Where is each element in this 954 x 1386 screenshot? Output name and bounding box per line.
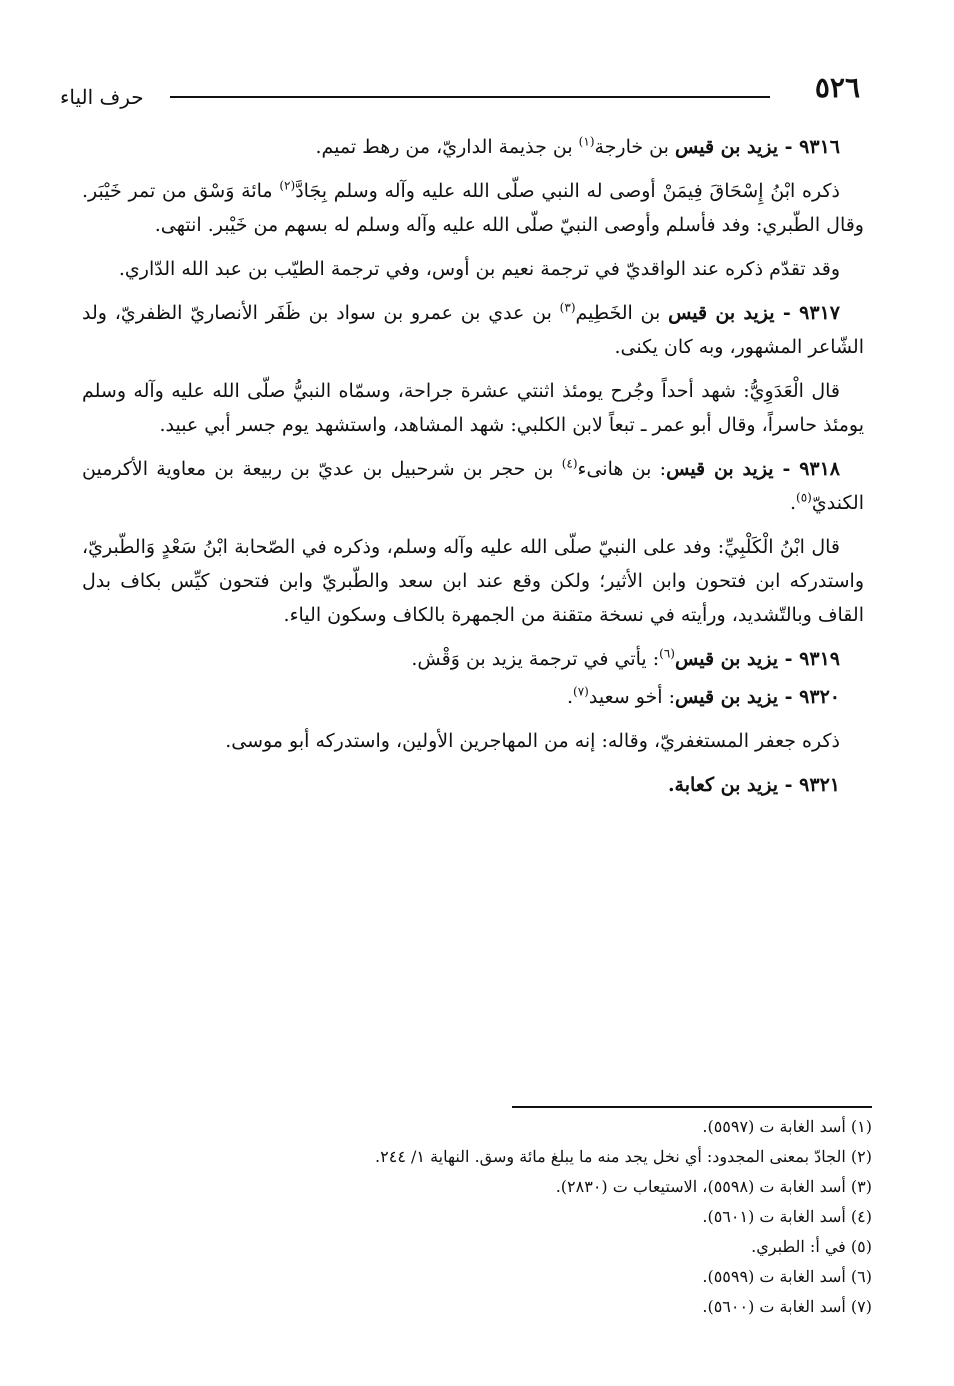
entry-heading-paragraph <box>82 296 864 364</box>
entry-number: ٩٣١٧ - <box>774 302 840 324</box>
person-name: يزيد بن قيس <box>674 686 779 708</box>
footnote-item: (٤) أسد الغابة ت (٥٦٠١). <box>702 1207 872 1226</box>
paragraph-text: بن عدي بن عمرو بن سواد بن ظَفَر الأنصاريّ الظفريّ، ولد الشّاعر المشهور، وبه كان يكنى. <box>82 302 864 358</box>
person-name: يزيد بن كعابة. <box>667 774 779 796</box>
entry-number: ٩٣١٦ - <box>778 136 840 158</box>
entry-number: ٩٣١٨ - <box>773 458 841 480</box>
footnote-ref: (٦) <box>659 646 675 661</box>
footnote-ref: (٧) <box>573 684 589 699</box>
paragraph-text: قال الْعَدَوِيُّ: شهد أحداً وجُرح يومئذ اثنتي عشرة جراحة، وسمّاه النبيُّ صلّى الله عليه وآله وسلم يومئذ حاسراً، وقال أبو عمر ـ تبعاً لابن الكلبي: شهد المشاهد، واستشهد يوم جسر أبي عبيد. <box>82 380 864 436</box>
person-name: يزيد بن قيس <box>674 136 779 158</box>
paragraph-text: : يأتي في ترجمة يزيد بن وَقْش. <box>411 648 660 670</box>
paragraph-text: بن حجر بن شرحبيل بن عديّ بن ربيعة بن معاوية الأكرمين الكنديّ <box>82 458 864 514</box>
paragraph-text: . <box>566 686 574 708</box>
person-name: يزيد بن قيس <box>674 648 779 670</box>
footnote-item: (٦) أسد الغابة ت (٥٥٩٩). <box>702 1267 872 1286</box>
entry-heading-paragraph <box>82 452 864 520</box>
footnote-item: (٥) في أ: الطبري. <box>751 1237 872 1256</box>
entry-number: ٩٣٢١ - <box>778 774 840 796</box>
header-rule <box>170 96 770 98</box>
page-header <box>60 70 860 114</box>
body-paragraph <box>82 252 864 286</box>
main-text <box>82 130 864 812</box>
entry-heading-paragraph <box>82 768 864 802</box>
paragraph-text: ذكره ابْنُ إِسْحَاقَ فِيمَنْ أوصى له النبي صلّى الله عليه وآله وسلم بِجَادَّ <box>295 180 841 202</box>
body-paragraph <box>82 724 864 758</box>
paragraph-text: ذكره جعفر المستغفريّ، وقاله: إنه من المهاجرين الأولين، واستدركه أبو موسى. <box>225 730 840 752</box>
footnotes <box>90 1112 872 1322</box>
paragraph-text: : أخو سعيد <box>588 686 675 708</box>
paragraph-text: وقد تقدّم ذكره عند الواقديّ في ترجمة نعيم بن أوس، وفي ترجمة الطيّب بن عبد الله الدّاري. <box>118 258 840 280</box>
footnote-item: (٧) أسد الغابة ت (٥٦٠٠). <box>702 1297 872 1316</box>
entry-number: ٩٣٢٠ - <box>778 686 840 708</box>
paragraph-text: بن الخَطِيم <box>575 302 669 324</box>
paragraph-text: مائة وَسْق من تمر خَيْبَر. وقال الطّبري: وفد فأسلم وأوصى النبيّ صلّى الله عليه وآله وسلم له بسهم من خَيْبر. انتهى. <box>82 180 864 236</box>
body-paragraph <box>82 174 864 242</box>
body-paragraph <box>82 530 864 632</box>
page-number: ٥٢٦ <box>814 71 860 104</box>
footnote-ref: (٤) <box>561 456 578 471</box>
entry-number: ٩٣١٩ - <box>778 648 840 670</box>
entry-heading-paragraph <box>82 642 864 676</box>
entry-heading-paragraph <box>82 680 864 714</box>
footnote-rule <box>512 1106 872 1108</box>
section-title: حرف الياء <box>60 85 144 109</box>
person-name: يزيد بن قيس <box>666 458 774 480</box>
paragraph-text: قال ابْنُ الْكَلْبِيِّ: وفد على النبيّ صلّى الله عليه وآله وسلم، وذكره في الصّحابة ابْنُ سَعْدٍ وَالطّبريّ، واستدركه ابن فتحون وابن الأثير؛ ولكن وقع عند ابن سعد والطّبريّ وابن فتحون كيِّس بكاف بدل القاف وبالتّشديد، ورأيته في نسخة متقنة من الجمهرة بالكاف وسكون الياء. <box>82 536 864 626</box>
body-paragraph <box>82 374 864 442</box>
footnote-item: (١) أسد الغابة ت (٥٥٩٧). <box>702 1117 872 1136</box>
footnote-ref: (٥) <box>796 490 812 505</box>
paragraph-text: . <box>789 492 797 514</box>
paragraph-text: بن خارجة <box>594 136 675 158</box>
footnote-ref: (٢) <box>279 178 296 193</box>
footnote-ref: (٣) <box>559 300 576 315</box>
person-name: يزيد بن قيس <box>668 302 775 324</box>
footnote-ref: (١) <box>578 134 595 149</box>
footnote-item: (٣) أسد الغابة ت (٥٥٩٨)، الاستيعاب ت (٢٨٣٠). <box>555 1177 872 1196</box>
paragraph-text: : بن هانىء <box>577 458 667 480</box>
paragraph-text: بن جذيمة الداريّ، من رهط تميم. <box>315 136 579 158</box>
entry-heading-paragraph <box>82 130 864 164</box>
footnote-item: (٢) الجادّ بمعنى المجدود: أي نخل يجد منه ما يبلغ مائة وسق. النهاية ١/ ٢٤٤. <box>375 1147 872 1166</box>
